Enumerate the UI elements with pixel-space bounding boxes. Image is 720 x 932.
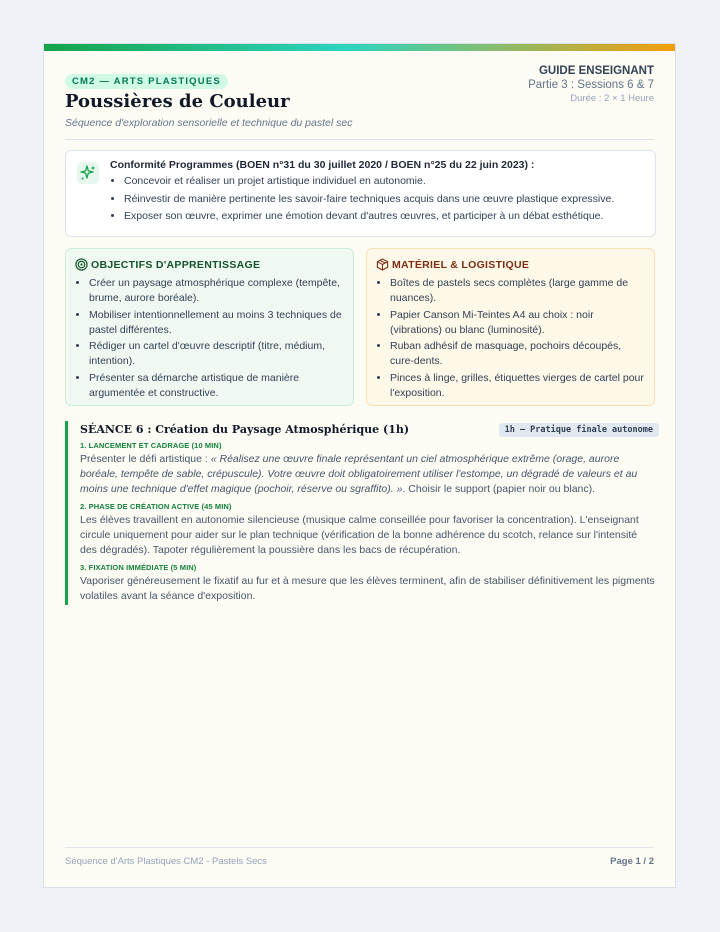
conformity-list: [110, 175, 614, 228]
objectives-box: [65, 248, 354, 406]
part-label: Partie 3 : Sessions 6 & 7: [528, 79, 654, 91]
list-item: • Exposer son œuvre, exprimer une émotion devant d'autres œuvres, et participer à un débat esthétique.: [124, 210, 614, 224]
level-badge: CM2 — ARTS PLASTIQUES: [65, 74, 228, 89]
phase-fixation: [80, 563, 655, 604]
page-footer: [65, 847, 654, 867]
phase-creation: [80, 502, 655, 558]
materials-heading: [376, 258, 529, 271]
box-icon: [376, 258, 389, 271]
phase-quote: « Réalisez une œuvre finale représentant un ciel atmosphérique extrême (orage, aurore boréale, tempête de sable, crépuscule). Votre œuvre doit obligatoirement utiliser l'estompe, un dégradé de valeurs et au moins une technique d'effet magique (pochoir, réserve ou sgraffito). »: [80, 453, 638, 495]
session-title: SÉANCE 6 : Création du Paysage Atmosphérique (1h): [80, 423, 410, 436]
duration-label: Durée : 2 × 1 Heure: [570, 93, 654, 104]
materials-title: MATÉRIEL & LOGISTIQUE: [392, 259, 530, 271]
document-page: [43, 43, 676, 888]
header-meta: [528, 65, 654, 104]
list-item: • Créer un paysage atmosphérique complexe (tempête, brume, aurore boréale).: [89, 276, 345, 306]
list-item: • Pinces à linge, grilles, étiquettes vierges de cartel pour l'exposition.: [390, 371, 646, 401]
footer-title: Séquence d'Arts Plastiques CM2 - Pastels Secs: [65, 856, 267, 867]
list-item: • Mobiliser intentionnellement au moins 3 techniques de pastel différentes.: [89, 308, 345, 338]
phase-tail: . Choisir le support (papier noir ou blanc).: [402, 483, 596, 495]
conformity-box: [65, 150, 656, 237]
phase-heading: 3. FIXATION IMMÉDIATE (5 MIN): [80, 563, 197, 572]
conformity-title: Conformité Programmes (BOEN n°31 du 30 juillet 2020 / BOEN n°25 du 22 juin 2023) :: [110, 159, 535, 171]
phase-lead: Présenter le défi artistique :: [80, 453, 211, 465]
phase-heading: 1. LANCEMENT ET CADRAGE (10 MIN): [80, 441, 222, 450]
list-item: • Ruban adhésif de masquage, pochoirs découpés, cure-dents.: [390, 339, 646, 369]
objectives-heading: [75, 258, 260, 271]
phase-launch: [80, 441, 655, 497]
page-number: Page 1 / 2: [610, 856, 654, 867]
materials-list: [377, 276, 646, 402]
phase-text: Vaporiser généreusement le fixatif au fur et à mesure que les élèves terminent, afin de stabiliser définitivement les pigments volatiles avant la séance d'exposition.: [80, 575, 655, 602]
list-item: • Concevoir et réaliser un projet artistique individuel en autonomie.: [124, 175, 614, 189]
list-item: • Rédiger un cartel d'œuvre descriptif (titre, médium, intention).: [89, 339, 345, 369]
target-icon: [75, 258, 88, 271]
sparkles-icon: [77, 162, 99, 184]
phase-text: [80, 452, 655, 497]
document-header: [65, 65, 654, 140]
objectives-list: [76, 276, 345, 402]
list-item: • Présenter sa démarche artistique de manière argumentée et constructive.: [89, 371, 345, 401]
list-item: • Papier Canson Mi-Teintes A4 au choix : noir (vibrations) ou blanc (luminosité).: [390, 308, 646, 338]
gradient-top-bar: [44, 44, 675, 51]
list-item: • Réinvestir de manière pertinente les savoir-faire techniques acquis dans une œuvre plastique expressive.: [124, 193, 614, 207]
list-item: • Boîtes de pastels secs complètes (large gamme de nuances).: [390, 276, 646, 306]
page-title: Poussières de Couleur: [65, 91, 290, 112]
phase-heading: 2. PHASE DE CRÉATION ACTIVE (45 MIN): [80, 502, 232, 511]
page-subtitle: Séquence d'exploration sensorielle et technique du pastel sec: [65, 117, 353, 129]
session-duration-badge: 1h — Pratique finale autonome: [499, 423, 659, 437]
objectives-title: OBJECTIFS D'APPRENTISSAGE: [91, 259, 261, 271]
materials-box: [366, 248, 655, 406]
guide-label: GUIDE ENSEIGNANT: [538, 65, 654, 77]
phase-text: Les élèves travaillent en autonomie silencieuse (musique calme conseillée pour favoriser la concentration). L'enseignant circule uniquement pour aider sur le plan technique (vérification de la bonne adhérence du scotch, relance sur l'intensité des dégradés). Tapoter régulièrement la poussière dans les bacs de récupération.: [80, 514, 639, 556]
session-6: [65, 421, 659, 605]
